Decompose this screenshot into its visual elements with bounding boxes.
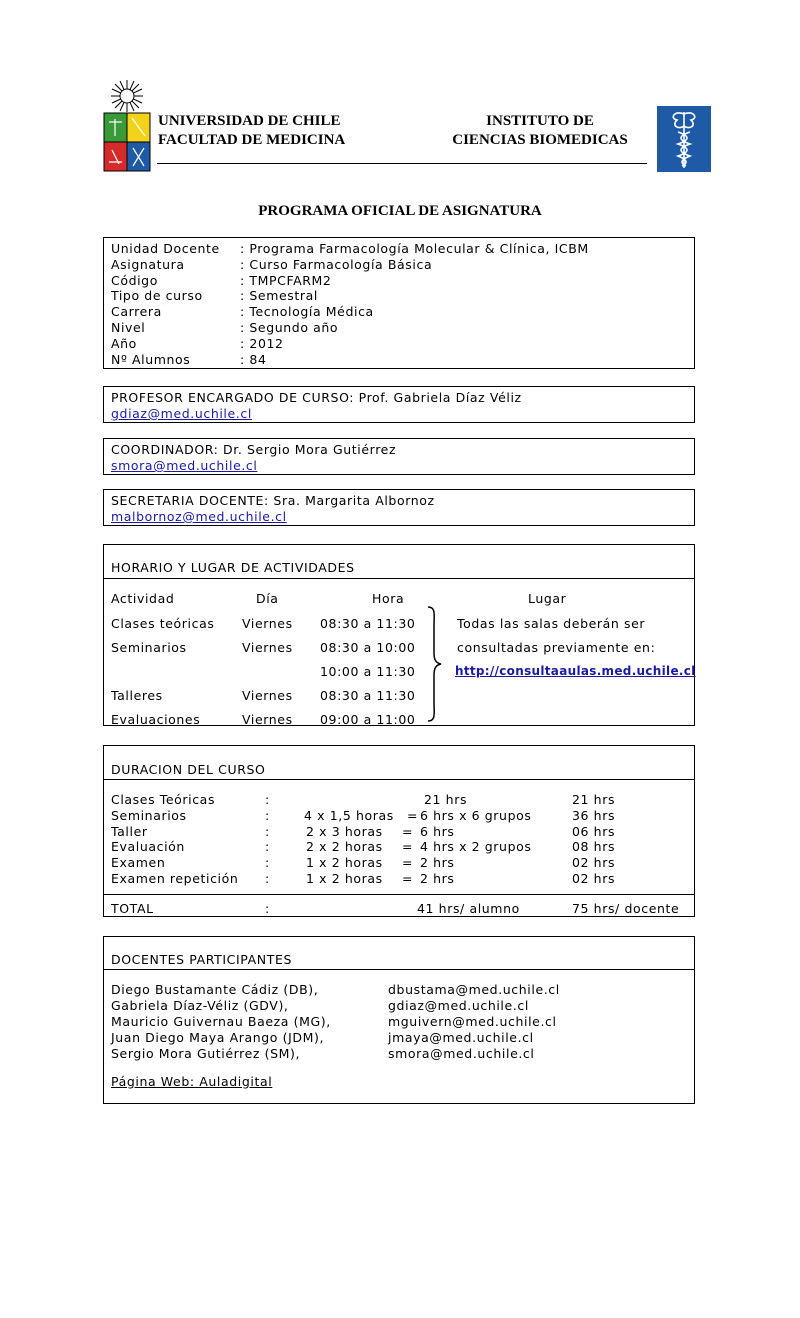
- university-line-2: FACULTAD DE MEDICINA: [158, 132, 346, 148]
- duracion-eq: =: [407, 807, 419, 823]
- duracion-divider: [104, 779, 694, 780]
- duracion-title: DURACION DEL CURSO: [111, 762, 266, 777]
- profesor-box: [103, 386, 695, 423]
- info-value: : 84: [240, 351, 267, 367]
- duracion-alumno: 4 hrs x 2 grupos: [420, 839, 532, 855]
- duracion-label: Evaluación: [111, 839, 185, 855]
- secretaria-box: [103, 489, 695, 526]
- duracion-docente: 36 hrs: [572, 807, 616, 823]
- horario-dia: Viernes: [242, 640, 293, 655]
- header-hora: Hora: [372, 591, 405, 606]
- duracion-total-divider: [104, 894, 694, 895]
- duracion-calc: 4 x 1,5 horas: [304, 807, 394, 823]
- docente-email[interactable]: jmaya@med.uchile.cl: [388, 1030, 534, 1045]
- duracion-colon: :: [265, 871, 270, 886]
- info-value: : 2012: [240, 335, 284, 351]
- duracion-colon: :: [265, 823, 270, 839]
- horario-hora: 08:30 a 11:30: [320, 616, 416, 631]
- docente-email[interactable]: smora@med.uchile.cl: [388, 1046, 535, 1061]
- lugar-line-2: consultadas previamente en:: [457, 640, 656, 655]
- duracion-docente: 02 hrs: [572, 855, 616, 871]
- duracion-docente: 08 hrs: [572, 839, 616, 855]
- info-value: : Segundo año: [240, 320, 339, 335]
- docente-email[interactable]: dbustama@med.uchile.cl: [388, 982, 560, 997]
- duracion-alumno: 21 hrs: [424, 792, 468, 807]
- institute-logo: [657, 106, 711, 172]
- duracion-eq: =: [402, 871, 414, 886]
- info-value: : Programa Farmacología Molecular & Clínica, ICBM: [240, 241, 589, 256]
- docentes-divider: [104, 969, 694, 970]
- lugar-line-1: Todas las salas deberán ser: [457, 616, 646, 631]
- secretaria-text: SECRETARIA DOCENTE: Sra. Margarita Albornoz: [111, 493, 435, 508]
- duracion-colon: :: [265, 807, 270, 823]
- docentes-box: [103, 936, 695, 1104]
- info-label: Tipo de curso: [111, 288, 203, 304]
- horario-hora: 09:00 a 11:00: [320, 712, 416, 727]
- info-label: Nº Alumnos: [111, 351, 191, 367]
- duracion-alumno: 2 hrs: [420, 871, 455, 886]
- info-label: Asignatura: [111, 256, 185, 272]
- horario-hora: 10:00 a 11:30: [320, 664, 416, 679]
- duracion-label: Clases Teóricas: [111, 792, 216, 807]
- coordinador-box: [103, 438, 695, 475]
- secretaria-email-link[interactable]: malbornoz@med.uchile.cl: [111, 509, 287, 524]
- docente-name: Gabriela Díaz-Véliz (GDV),: [111, 998, 289, 1013]
- header-lugar: Lugar: [528, 591, 567, 606]
- duracion-alumno: 6 hrs x 6 grupos: [420, 807, 532, 823]
- duracion-colon: :: [265, 839, 270, 855]
- total-docente: 75 hrs/ docente: [572, 901, 680, 916]
- horario-dia: Viernes: [242, 712, 293, 727]
- duracion-alumno: 6 hrs: [420, 823, 455, 839]
- brace-icon: [426, 605, 442, 723]
- header-rule: [157, 163, 647, 164]
- duracion-calc: 1 x 2 horas: [306, 855, 383, 871]
- course-info-box: [103, 237, 695, 369]
- horario-actividad: Seminarios: [111, 640, 187, 655]
- institute-line-2: CIENCIAS BIOMEDICAS: [452, 132, 628, 148]
- docente-email[interactable]: mguivern@med.uchile.cl: [388, 1014, 557, 1029]
- info-value: : Semestral: [240, 288, 318, 304]
- coordinador-email-link[interactable]: smora@med.uchile.cl: [111, 458, 258, 473]
- horario-hora: 08:30 a 11:30: [320, 688, 416, 703]
- info-label: Carrera: [111, 304, 162, 320]
- docente-name: Sergio Mora Gutiérrez (SM),: [111, 1046, 301, 1061]
- total-label: TOTAL: [111, 901, 154, 916]
- info-value: : TMPCFARM2: [240, 272, 332, 288]
- duracion-eq: =: [402, 839, 414, 855]
- horario-dia: Viernes: [242, 688, 293, 703]
- duracion-calc: 1 x 2 horas: [306, 871, 383, 886]
- duracion-label: Taller: [111, 823, 148, 839]
- horario-actividad: Talleres: [111, 688, 163, 703]
- duracion-eq: =: [402, 855, 414, 871]
- total-colon: :: [265, 901, 270, 916]
- pagina-web-link[interactable]: Página Web: Auladigital: [111, 1074, 273, 1089]
- docente-name: Mauricio Guivernau Baeza (MG),: [111, 1014, 331, 1029]
- institute-name: [450, 112, 630, 150]
- duracion-label: Examen: [111, 855, 166, 871]
- horario-title: HORARIO Y LUGAR DE ACTIVIDADES: [111, 560, 355, 575]
- total-alumno: 41 hrs/ alumno: [417, 901, 520, 916]
- info-label: Unidad Docente: [111, 241, 220, 256]
- consultaaulas-link[interactable]: http://consultaaulas.med.uchile.cl: [455, 664, 696, 678]
- duracion-docente: 21 hrs: [572, 792, 616, 807]
- docente-name: Juan Diego Maya Arango (JDM),: [111, 1030, 325, 1045]
- profesor-email-link[interactable]: gdiaz@med.uchile.cl: [111, 406, 252, 421]
- info-value: : Curso Farmacología Básica: [240, 256, 433, 272]
- duracion-box: [103, 745, 695, 917]
- institute-line-1: INSTITUTO DE: [486, 113, 594, 129]
- duracion-docente: 06 hrs: [572, 823, 616, 839]
- horario-actividad: Clases teóricas: [111, 616, 215, 631]
- horario-box: [103, 544, 695, 726]
- university-line-1: UNIVERSIDAD DE CHILE: [158, 113, 341, 129]
- page-title: PROGRAMA OFICIAL DE ASIGNATURA: [258, 203, 542, 219]
- duracion-docente: 02 hrs: [572, 871, 616, 886]
- profesor-text: PROFESOR ENCARGADO DE CURSO: Prof. Gabriela Díaz Véliz: [111, 390, 522, 405]
- university-logo: [103, 78, 151, 172]
- info-label: Nivel: [111, 320, 146, 335]
- header-dia: Día: [256, 591, 279, 606]
- docente-email[interactable]: gdiaz@med.uchile.cl: [388, 998, 529, 1013]
- horario-divider: [104, 578, 694, 579]
- duracion-alumno: 2 hrs: [420, 855, 455, 871]
- docentes-title: DOCENTES PARTICIPANTES: [111, 952, 292, 967]
- docente-name: Diego Bustamante Cádiz (DB),: [111, 982, 319, 997]
- coordinador-text: COORDINADOR: Dr. Sergio Mora Gutiérrez: [111, 442, 397, 457]
- horario-actividad: Evaluaciones: [111, 712, 201, 727]
- horario-dia: Viernes: [242, 616, 293, 631]
- info-value: : Tecnología Médica: [240, 304, 374, 320]
- horario-hora: 08:30 a 10:00: [320, 640, 416, 655]
- university-name: [158, 112, 345, 150]
- duracion-calc: 2 x 2 horas: [306, 839, 383, 855]
- duracion-label: Seminarios: [111, 807, 187, 823]
- info-label: Código: [111, 272, 158, 288]
- duracion-colon: :: [265, 855, 270, 871]
- duracion-calc: 2 x 3 horas: [306, 823, 383, 839]
- duracion-colon: :: [265, 792, 270, 807]
- duracion-eq: =: [402, 823, 414, 839]
- info-label: Año: [111, 335, 137, 351]
- header-actividad: Actividad: [111, 591, 175, 606]
- duracion-label: Examen repetición: [111, 871, 239, 886]
